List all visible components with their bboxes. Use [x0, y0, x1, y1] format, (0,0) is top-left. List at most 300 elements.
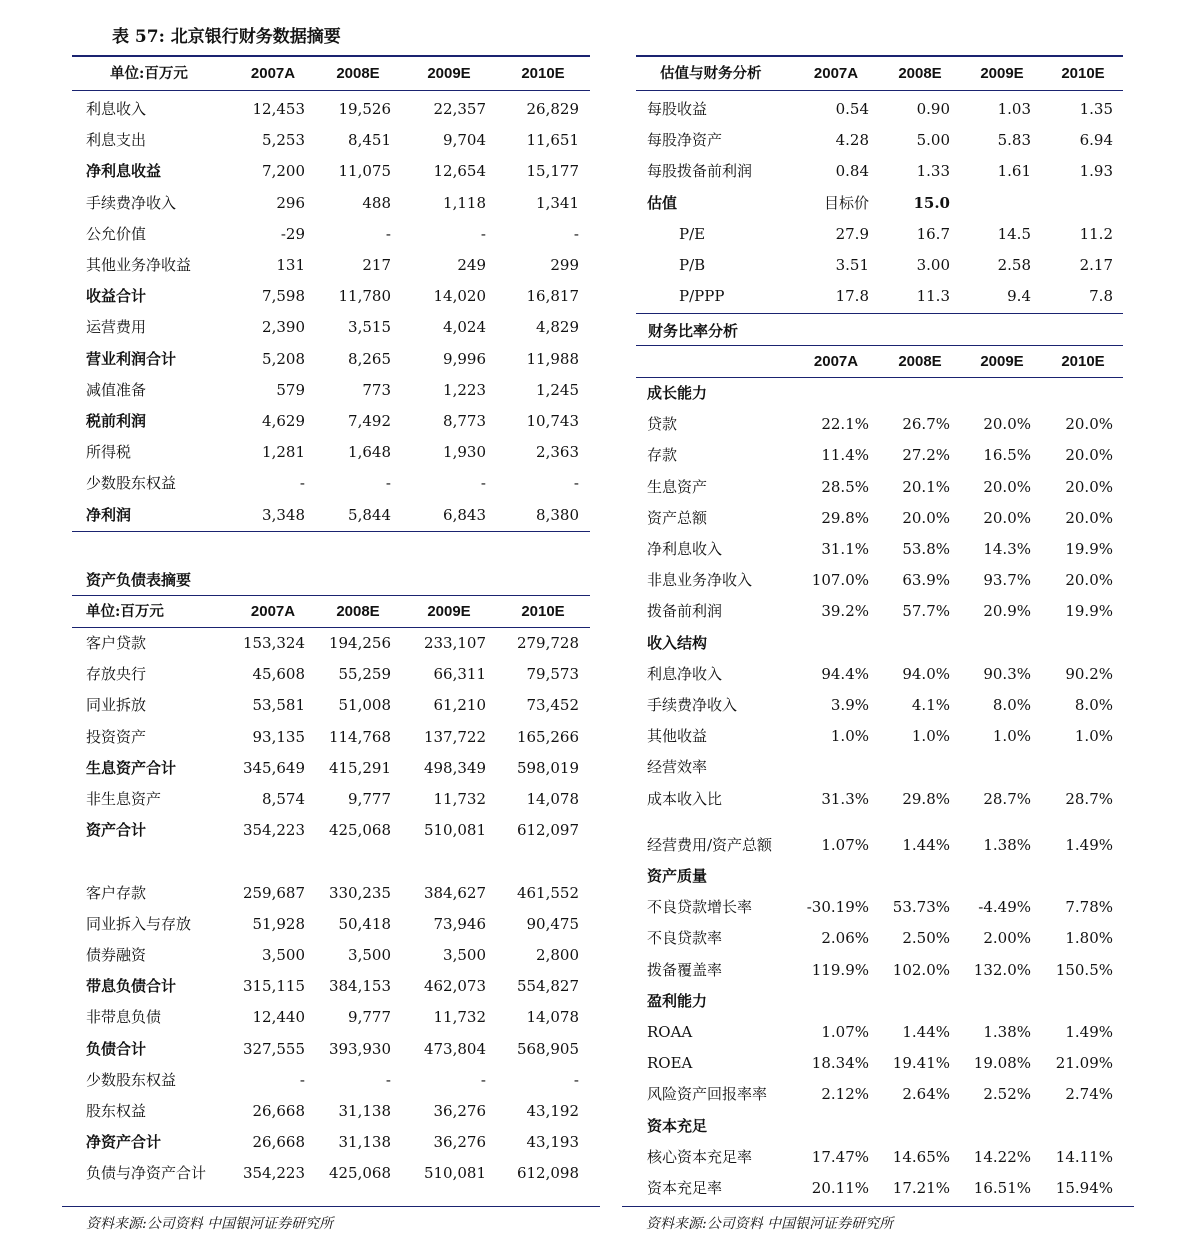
- row-value: 9.4: [1007, 287, 1031, 306]
- row-value: -: [385, 1070, 391, 1089]
- row-value: 93,135: [252, 727, 305, 746]
- row-value: 1.49%: [1065, 1023, 1113, 1041]
- row-value: 425,068: [328, 821, 391, 840]
- row-value: 1.35: [1079, 100, 1113, 118]
- row-value: -: [480, 1070, 486, 1089]
- row-value: 415,291: [328, 758, 391, 777]
- row-label: 成本收入比: [647, 789, 723, 808]
- row-label: 利息净收入: [647, 664, 723, 683]
- header-cell: 2009E: [427, 65, 471, 82]
- row-value: 194,256: [328, 634, 391, 652]
- row-value: 384,627: [423, 883, 486, 902]
- row-value: 73,452: [526, 696, 579, 715]
- row-value: 14.5: [997, 224, 1031, 243]
- row-value: 20.0%: [1065, 415, 1113, 434]
- row-value: 1.44%: [902, 835, 950, 854]
- row-value: 3.51: [835, 256, 869, 274]
- row-label: 净利润: [86, 505, 132, 524]
- row-value: 384,153: [328, 977, 391, 996]
- row-value: 3,500: [262, 946, 305, 964]
- row-value: 19.9%: [1065, 540, 1113, 558]
- row-value: 28.7%: [983, 789, 1031, 808]
- row-label: 生息资产: [647, 477, 708, 496]
- row-label: 经营效率: [647, 758, 708, 777]
- row-value: 345,649: [242, 758, 305, 777]
- row-value: 79,573: [526, 665, 579, 684]
- row-value: 19.08%: [973, 1054, 1031, 1073]
- row-value: 12,453: [252, 100, 305, 118]
- row-value: 296: [276, 193, 305, 212]
- row-value: 1,245: [536, 380, 579, 399]
- row-label: 手续费净收入: [86, 193, 177, 212]
- row-value: 612,097: [516, 821, 579, 840]
- row-value: 3,500: [443, 946, 486, 964]
- row-value: 8,451: [348, 131, 391, 150]
- row-value: 2,800: [536, 946, 579, 964]
- row-value: -: [480, 224, 486, 243]
- row-value: -29: [280, 224, 305, 243]
- row-value: 14,078: [526, 790, 579, 808]
- footer-rule-right: [622, 1206, 1134, 1207]
- row-value: 2.74%: [1065, 1085, 1113, 1104]
- row-label: 净利息收益: [86, 162, 162, 181]
- row-value: 目标价: [823, 193, 869, 212]
- row-value: 17.21%: [892, 1179, 950, 1197]
- row-label: 股东权益: [86, 1102, 147, 1120]
- row-value: 10,743: [526, 412, 579, 430]
- row-value: 9,777: [348, 790, 391, 808]
- row-label: 净利息收入: [647, 540, 723, 558]
- row-value: 2.12%: [821, 1085, 869, 1104]
- row-value: 27.2%: [902, 446, 950, 465]
- header-cell: 2008E: [336, 65, 380, 82]
- row-value: 15.0: [913, 193, 950, 212]
- row-value: 20.0%: [1065, 508, 1113, 527]
- row-value: 2.52%: [983, 1085, 1031, 1104]
- table-row: [0, 503, 1191, 534]
- row-value: 11,732: [433, 790, 486, 808]
- row-value: 18.34%: [811, 1054, 869, 1073]
- row-label: 非带息负债: [86, 1008, 162, 1027]
- row-value: 249: [457, 256, 486, 274]
- table-row: [0, 986, 1191, 1017]
- row-label: 负债与净资产合计: [86, 1164, 207, 1183]
- row-label: 拨备前利润: [647, 602, 723, 621]
- row-value: 554,827: [516, 977, 579, 996]
- table-row: [0, 219, 1191, 250]
- row-value: 12,440: [252, 1008, 305, 1027]
- row-value: 90,475: [526, 914, 579, 933]
- row-label: 估值: [647, 193, 678, 212]
- row-value: 4.28: [835, 131, 869, 150]
- table-row: [0, 1079, 1191, 1110]
- row-value: 26,668: [252, 1102, 305, 1120]
- row-value: 1.44%: [902, 1023, 950, 1041]
- row-value: 1.61: [997, 162, 1031, 181]
- row-value: 330,235: [328, 883, 391, 902]
- row-value: 11,651: [526, 131, 579, 150]
- row-value: 63.9%: [902, 571, 950, 590]
- row-value: 354,223: [242, 1164, 305, 1183]
- row-value: 1.0%: [1074, 727, 1113, 746]
- table-row: [0, 659, 1191, 690]
- row-value: 28.5%: [821, 477, 869, 496]
- row-value: 461,552: [516, 883, 579, 902]
- row-value: 1.03: [997, 100, 1031, 118]
- row-value: 1,118: [443, 193, 486, 212]
- row-label: 手续费净收入: [647, 696, 738, 714]
- row-value: 45,608: [252, 665, 305, 684]
- table-row: [0, 721, 1191, 752]
- table-row: [0, 596, 1191, 627]
- row-value: 22.1%: [821, 415, 869, 434]
- row-label: 同业拆入与存放: [86, 914, 192, 933]
- row-value: -4.49%: [978, 898, 1031, 917]
- row-value: 2.64%: [902, 1085, 950, 1104]
- row-value: 53.73%: [892, 898, 950, 917]
- row-value: 43,193: [526, 1133, 579, 1152]
- row-value: 8,574: [262, 790, 305, 808]
- row-value: 3,500: [348, 946, 391, 964]
- row-value: 36,276: [433, 1133, 486, 1152]
- row-value: 579: [276, 380, 305, 399]
- rule-top-valuation: [636, 55, 1123, 57]
- row-value: 26.7%: [902, 415, 950, 434]
- row-label: 非息业务净收入: [647, 571, 753, 590]
- row-value: 26,668: [252, 1133, 305, 1152]
- row-value: 26,829: [526, 100, 579, 118]
- row-value: 165,266: [516, 727, 579, 746]
- row-value: 2,363: [536, 443, 579, 462]
- row-value: 3,348: [262, 505, 305, 524]
- row-value: 14.22%: [973, 1147, 1031, 1166]
- row-value: 16.5%: [983, 446, 1031, 465]
- row-label: 资产质量: [647, 867, 708, 885]
- table-row: [0, 156, 1191, 187]
- row-value: 50,418: [338, 914, 391, 933]
- row-value: 51,008: [338, 696, 391, 715]
- row-label: 贷款: [647, 415, 678, 434]
- table-row: [0, 472, 1191, 503]
- row-value: 61,210: [433, 696, 486, 715]
- header-cell: 2008E: [898, 353, 942, 370]
- row-value: 1,930: [443, 443, 486, 462]
- row-value: 11,732: [433, 1008, 486, 1027]
- row-label: 少数股东权益: [86, 474, 177, 493]
- row-value: 11,780: [338, 287, 391, 306]
- row-value: 3,515: [348, 318, 391, 337]
- row-label: 每股收益: [647, 100, 708, 118]
- row-value: 1,223: [443, 380, 486, 399]
- table-row: [0, 690, 1191, 721]
- row-value: 53.8%: [902, 540, 950, 558]
- row-value: 17.47%: [811, 1147, 869, 1166]
- table-row: [0, 409, 1191, 440]
- row-value: 5,844: [348, 505, 391, 524]
- rule-income-header: [72, 90, 590, 91]
- row-value: 0.54: [835, 100, 869, 118]
- row-label: 减值准备: [86, 380, 147, 399]
- row-value: 8.0%: [1074, 696, 1113, 714]
- row-label: 资本充足率: [647, 1179, 723, 1197]
- row-value: 21.09%: [1055, 1054, 1113, 1073]
- row-label: P/E: [679, 224, 706, 243]
- row-label: 非生息资产: [86, 790, 162, 808]
- row-label: P/PPP: [679, 287, 725, 306]
- row-value: 20.0%: [983, 508, 1031, 527]
- row-label: 经营费用/资产总额: [647, 835, 773, 854]
- header-cell: 2010E: [1061, 65, 1105, 82]
- row-value: 5.83: [997, 131, 1031, 150]
- row-value: 11,075: [338, 162, 391, 181]
- table-row: [0, 281, 1191, 312]
- table-row: [0, 312, 600, 343]
- row-value: -: [573, 224, 579, 243]
- row-value: 217: [362, 256, 391, 274]
- row-label: 运营费用: [86, 318, 147, 337]
- header-cell: 2007A: [250, 65, 296, 82]
- row-value: 20.0%: [1065, 446, 1113, 465]
- table-row: [0, 628, 1191, 659]
- row-value: 0.90: [916, 100, 950, 118]
- row-value: 488: [362, 193, 391, 212]
- row-value: 510,081: [423, 821, 486, 840]
- row-label: 负债合计: [86, 1039, 147, 1058]
- header-cell: 2010E: [521, 603, 565, 620]
- row-label: 利息支出: [86, 131, 147, 150]
- row-label: 生息资产合计: [86, 758, 177, 777]
- row-label: 资本充足: [647, 1116, 708, 1135]
- row-value: 315,115: [242, 977, 305, 996]
- row-value: 299: [550, 256, 579, 274]
- rule-valuation-bottom: [636, 313, 1123, 314]
- row-value: 473,804: [423, 1039, 486, 1058]
- row-label: 带息负债合计: [86, 977, 177, 996]
- row-value: 9,704: [443, 131, 486, 150]
- row-value: 20.0%: [983, 477, 1031, 496]
- row-label: 公允价值: [86, 224, 147, 243]
- row-value: 598,019: [516, 758, 579, 777]
- table-row: [0, 1048, 1191, 1079]
- header-cell: 2009E: [980, 65, 1024, 82]
- row-value: 9,996: [443, 349, 486, 368]
- row-value: 57.7%: [902, 602, 950, 621]
- row-label: 每股拨备前利润: [647, 162, 753, 181]
- row-value: -: [299, 474, 305, 493]
- row-value: 1.0%: [830, 727, 869, 746]
- row-label: 存放央行: [86, 665, 147, 684]
- row-value: 0.84: [835, 162, 869, 181]
- row-value: 2.06%: [821, 929, 869, 948]
- row-value: 4,829: [536, 318, 579, 337]
- row-value: 27.9: [835, 224, 869, 243]
- row-value: 51,928: [252, 914, 305, 933]
- table-row: [0, 892, 1191, 923]
- source-note-right: 资料来源:公司资料 中国银河证券研究所: [646, 1216, 894, 1232]
- row-value: 153,324: [242, 634, 305, 652]
- row-value: -: [385, 474, 391, 493]
- row-label: 资产总额: [647, 508, 708, 527]
- row-value: 7,200: [262, 162, 305, 181]
- row-label: 核心资本充足率: [647, 1147, 753, 1166]
- row-value: 8,265: [348, 349, 391, 368]
- row-value: 36,276: [433, 1102, 486, 1120]
- row-value: 1,281: [262, 443, 305, 462]
- row-value: 20.1%: [902, 477, 950, 496]
- row-value: 14,078: [526, 1008, 579, 1027]
- row-value: 425,068: [328, 1164, 391, 1183]
- row-value: 6.94: [1079, 131, 1113, 150]
- row-label: 投资资产: [86, 727, 147, 746]
- table-row: [0, 250, 1191, 281]
- row-label: 其他收益: [647, 727, 708, 746]
- table-row: [0, 1111, 1191, 1142]
- row-value: -: [573, 1070, 579, 1089]
- header-cell: 2009E: [980, 353, 1024, 370]
- row-value: 5.00: [916, 131, 950, 150]
- row-label: 拨备覆盖率: [647, 960, 723, 979]
- row-value: 20.11%: [811, 1179, 869, 1197]
- table-row: [0, 125, 1191, 156]
- row-label: 所得税: [86, 443, 132, 462]
- row-value: 102.0%: [892, 960, 950, 979]
- row-label: 客户存款: [86, 883, 147, 902]
- row-value: 16,817: [526, 287, 579, 306]
- row-value: 327,555: [242, 1039, 305, 1058]
- row-value: 73,946: [433, 914, 486, 933]
- row-value: 6,843: [443, 505, 486, 524]
- row-value: 31,138: [338, 1133, 391, 1152]
- row-value: 29.8%: [821, 508, 869, 527]
- row-value: 8,380: [536, 505, 579, 524]
- table-row: [0, 752, 1191, 783]
- row-value: 1.0%: [992, 727, 1031, 746]
- row-value: 3.9%: [830, 696, 869, 714]
- row-label: 少数股东权益: [86, 1070, 177, 1089]
- table-row: [0, 861, 1191, 892]
- row-value: 94.0%: [902, 664, 950, 683]
- row-value: 131: [276, 256, 305, 274]
- table-row: [0, 94, 1191, 125]
- row-value: 31.1%: [821, 540, 869, 558]
- row-value: 4,629: [262, 412, 305, 430]
- row-label: 收益合计: [86, 287, 147, 306]
- header-cell: 单位:百万元: [110, 65, 188, 82]
- header-cell: 2008E: [898, 65, 942, 82]
- row-value: 2.50%: [902, 929, 950, 948]
- row-value: 7,598: [262, 287, 305, 306]
- row-label: 净资产合计: [86, 1133, 162, 1152]
- rule-top-income: [72, 55, 590, 57]
- row-value: 43,192: [526, 1102, 579, 1120]
- row-value: 3.00: [916, 256, 950, 274]
- row-value: 28.7%: [1065, 789, 1113, 808]
- row-value: 22,357: [433, 100, 486, 118]
- row-value: 14.3%: [983, 540, 1031, 558]
- row-value: 2.17: [1079, 256, 1113, 274]
- row-value: 20.0%: [1065, 477, 1113, 496]
- row-value: 7,492: [348, 412, 391, 430]
- row-value: 8,773: [443, 412, 486, 430]
- row-value: 9,777: [348, 1008, 391, 1027]
- row-label: 同业拆放: [86, 696, 147, 715]
- row-label: 其他业务净收益: [86, 256, 192, 274]
- row-value: 279,728: [516, 634, 579, 652]
- ratios-section-title: 财务比率分析: [648, 322, 739, 340]
- row-value: -: [480, 474, 486, 493]
- row-label: ROEA: [647, 1054, 693, 1073]
- row-value: 12,654: [433, 162, 486, 181]
- row-value: 132.0%: [973, 960, 1031, 979]
- row-value: 11.4%: [821, 446, 869, 465]
- table-row: [0, 955, 1191, 986]
- row-value: -30.19%: [806, 898, 869, 917]
- row-value: 2.58: [997, 256, 1031, 274]
- row-value: 16.7: [916, 224, 950, 243]
- row-value: 150.5%: [1055, 960, 1113, 979]
- table-row: [0, 1173, 1191, 1204]
- row-value: 1.33: [916, 162, 950, 181]
- row-value: 15,177: [526, 162, 579, 181]
- row-value: 14.11%: [1055, 1147, 1113, 1166]
- row-value: 1.93: [1079, 162, 1113, 181]
- row-value: 773: [362, 380, 391, 399]
- row-value: 498,349: [423, 758, 486, 777]
- table-row: [0, 784, 1191, 815]
- row-value: 8.0%: [992, 696, 1031, 714]
- row-value: 1.38%: [983, 835, 1031, 854]
- row-value: 2,390: [262, 318, 305, 337]
- row-value: 53,581: [252, 696, 305, 715]
- row-label: 资产合计: [86, 821, 147, 840]
- header-cell: 2010E: [1061, 353, 1105, 370]
- table-row: [0, 923, 1191, 954]
- row-value: 31.3%: [821, 789, 869, 808]
- row-value: 90.3%: [983, 664, 1031, 683]
- row-label: 税前利润: [86, 412, 147, 430]
- row-value: 1.49%: [1065, 835, 1113, 854]
- row-value: 393,930: [328, 1039, 391, 1058]
- row-value: 14,020: [433, 287, 486, 306]
- header-cell: 2007A: [250, 603, 296, 620]
- row-label: 不良贷款率: [647, 929, 723, 948]
- row-value: 29.8%: [902, 789, 950, 808]
- row-value: 20.0%: [983, 415, 1031, 434]
- row-value: 19.9%: [1065, 602, 1113, 621]
- table-row: [0, 534, 1191, 565]
- row-label: ROAA: [647, 1023, 693, 1041]
- row-value: 16.51%: [973, 1179, 1031, 1197]
- header-cell: 2007A: [813, 65, 859, 82]
- balance-section-title: 资产负债表摘要: [86, 571, 192, 589]
- header-cell: 单位:百万元: [86, 603, 164, 620]
- row-value: 462,073: [423, 977, 486, 996]
- row-value: -: [573, 474, 579, 493]
- row-value: 1.38%: [983, 1023, 1031, 1041]
- row-value: 20.0%: [902, 508, 950, 527]
- row-value: 11,988: [526, 349, 579, 368]
- header-cell: 2009E: [427, 603, 471, 620]
- row-label: 盈利能力: [647, 991, 708, 1010]
- row-value: 1.07%: [821, 835, 869, 854]
- header-cell: 估值与财务分析: [660, 65, 762, 82]
- row-value: 31,138: [338, 1102, 391, 1120]
- table-row: [0, 188, 1191, 219]
- row-value: 11.2: [1079, 224, 1113, 243]
- row-value: 11.3: [916, 287, 950, 306]
- row-value: 19.41%: [892, 1054, 950, 1073]
- row-label: 收入结构: [647, 633, 708, 652]
